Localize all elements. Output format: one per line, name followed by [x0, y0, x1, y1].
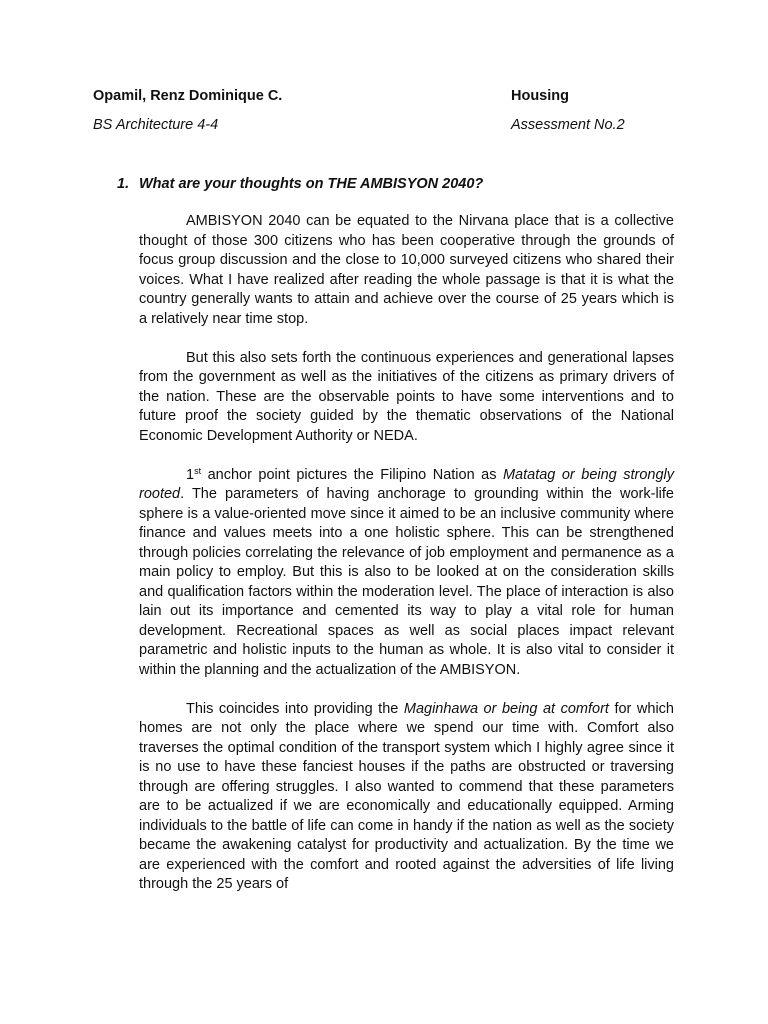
paragraph-3 [139, 466, 674, 681]
assessment-label: Assessment No.2 [511, 117, 625, 133]
paragraph-3-rest: . The parameters of having anchorage to grounding within the work-life sphere is a value-oriented move since it aimed to be an inclusive community where finance and values meets into a one holistic sphere. This can be strengthened through policies correlating the relevance of job employment and permanence as a main policy to employ. But this is also to be looked at on the consideration skills and qualification factors within the moderation level. The place of interaction is also lain out its importance and cemented its way to play a vital role for human development. Recreational spaces as well as social places impact relevant parametric and holistic inputs to the human as whole. It is also vital to consider it within the planning and the actualization of the AMBISYON. [139, 486, 674, 678]
subject-title: Housing [511, 88, 569, 104]
question-text: What are your thoughts on THE AMBISYON 2040? [139, 176, 484, 192]
question-number: 1. [117, 176, 130, 192]
question-heading [117, 175, 483, 193]
paragraph-3-emphasis: Matatag or being strongly rooted [139, 466, 674, 502]
paragraph-4-emphasis: Maginhawa or being at comfort [403, 700, 609, 717]
answer-body [139, 212, 674, 914]
paragraph-4-lead: This coincides into providing the [186, 700, 404, 717]
student-name: Opamil, Renz Dominique C. [93, 88, 283, 104]
paragraph-2: But this also sets forth the continuous experiences and generational lapses from the government as well as the initiatives of the citizens as primary drivers of the nation. These are the observable points to have some interventions and to future proof the society guided by the thematic observations of the National Economic Development Authority or NEDA. [139, 349, 674, 444]
paragraph-1: AMBISYON 2040 can be equated to the Nirvana place that is a collective thought of those 300 citizens who has been cooperative through the grounds of focus group discussion and the close to 10,000 surveyed citizens who shared their voices. What I have realized after reading the whole passage is that it is what the country generally wants to attain and achieve over the course of 25 years which is a relatively near time stop. [139, 213, 674, 327]
ordinal-suffix: st [194, 465, 202, 476]
paragraph-3-lead: anchor point pictures the Filipino Nation as [201, 466, 503, 483]
anchor-number: 1 [186, 466, 195, 483]
course-section: BS Architecture 4-4 [93, 117, 219, 133]
paragraph-4 [139, 700, 674, 895]
paragraph-4-rest: for which homes are not only the place where we spend our time with. Comfort also traverses the optimal condition of the transport system which I highly agree since it is no use to have these fanciest houses if the paths are obstructed or traversing through are offering struggles. I also wanted to commend that these parameters are to be actualized if we are economically and educationally equipped. Arming individuals to the battle of life can come in handy if the nation as well as the society became the awakening catalyst for productivity and actualization. By the time we are experienced with the comfort and rooted against the adversities of life living through the 25 years of [139, 700, 674, 892]
